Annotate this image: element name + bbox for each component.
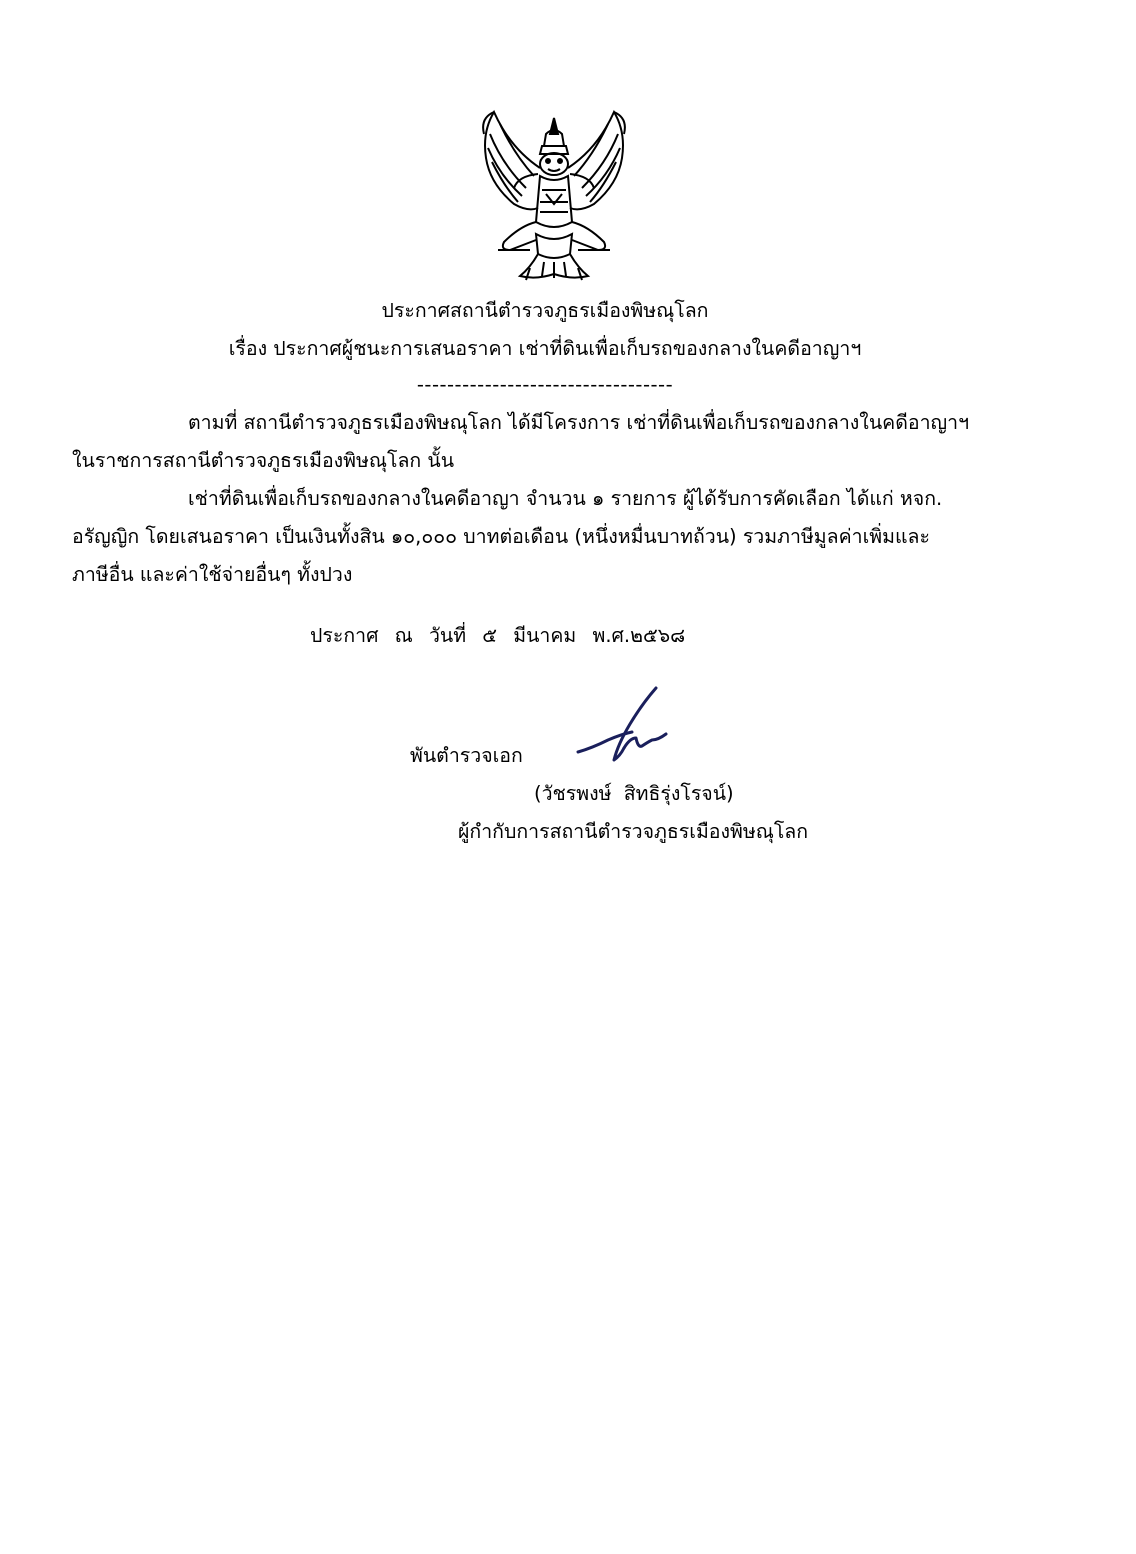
paragraph-1-line-1: ตามที่ สถานีตำรวจภูธรเมืองพิษณุโลก ได้มีโครงการ เช่าที่ดินเพื่อเก็บรถของกลางในคดีอาญาฯ	[188, 411, 970, 434]
handwritten-signature-icon	[572, 682, 678, 770]
announcement-subject: เรื่อง ประกาศผู้ชนะการเสนอราคา เช่าที่ดินเพื่อเก็บรถของกลางในคดีอาญาฯ	[228, 337, 862, 360]
paragraph-2-line-1: เช่าที่ดินเพื่อเก็บรถของกลางในคดีอาญา จำนวน ๑ รายการ ผู้ได้รับการคัดเลือก ได้แก่ หจก.	[188, 487, 943, 510]
separator-line: ----------------------------------	[416, 373, 674, 396]
announcement-title: ประกาศสถานีตำรวจภูธรเมืองพิษณุโลก	[381, 299, 709, 322]
paragraph-1-line-2: ในราชการสถานีตำรวจภูธรเมืองพิษณุโลก นั้น	[72, 449, 455, 472]
signatory-name: (วัชรพงษ์ สิทธิรุ่งโรจน์)	[534, 782, 734, 805]
garuda-emblem-icon	[470, 104, 638, 288]
announcement-date: ประกาศ ณ วันที่ ๕ มีนาคม พ.ศ.๒๕๖๘	[310, 624, 686, 647]
signatory-rank: พันตำรวจเอก	[410, 744, 523, 767]
paragraph-2-line-2: อรัญญิก โดยเสนอราคา เป็นเงินทั้งสิน ๑๐,๐๐๐ บาทต่อเดือน (หนึ่งหมื่นบาทถ้วน) รวมภาษีมูลค่าเพิ่มและ	[72, 525, 930, 548]
signatory-position: ผู้กำกับการสถานีตำรวจภูธรเมืองพิษณุโลก	[458, 820, 809, 843]
paragraph-2-line-3: ภาษีอื่น และค่าใช้จ่ายอื่นๆ ทั้งปวง	[72, 563, 353, 586]
